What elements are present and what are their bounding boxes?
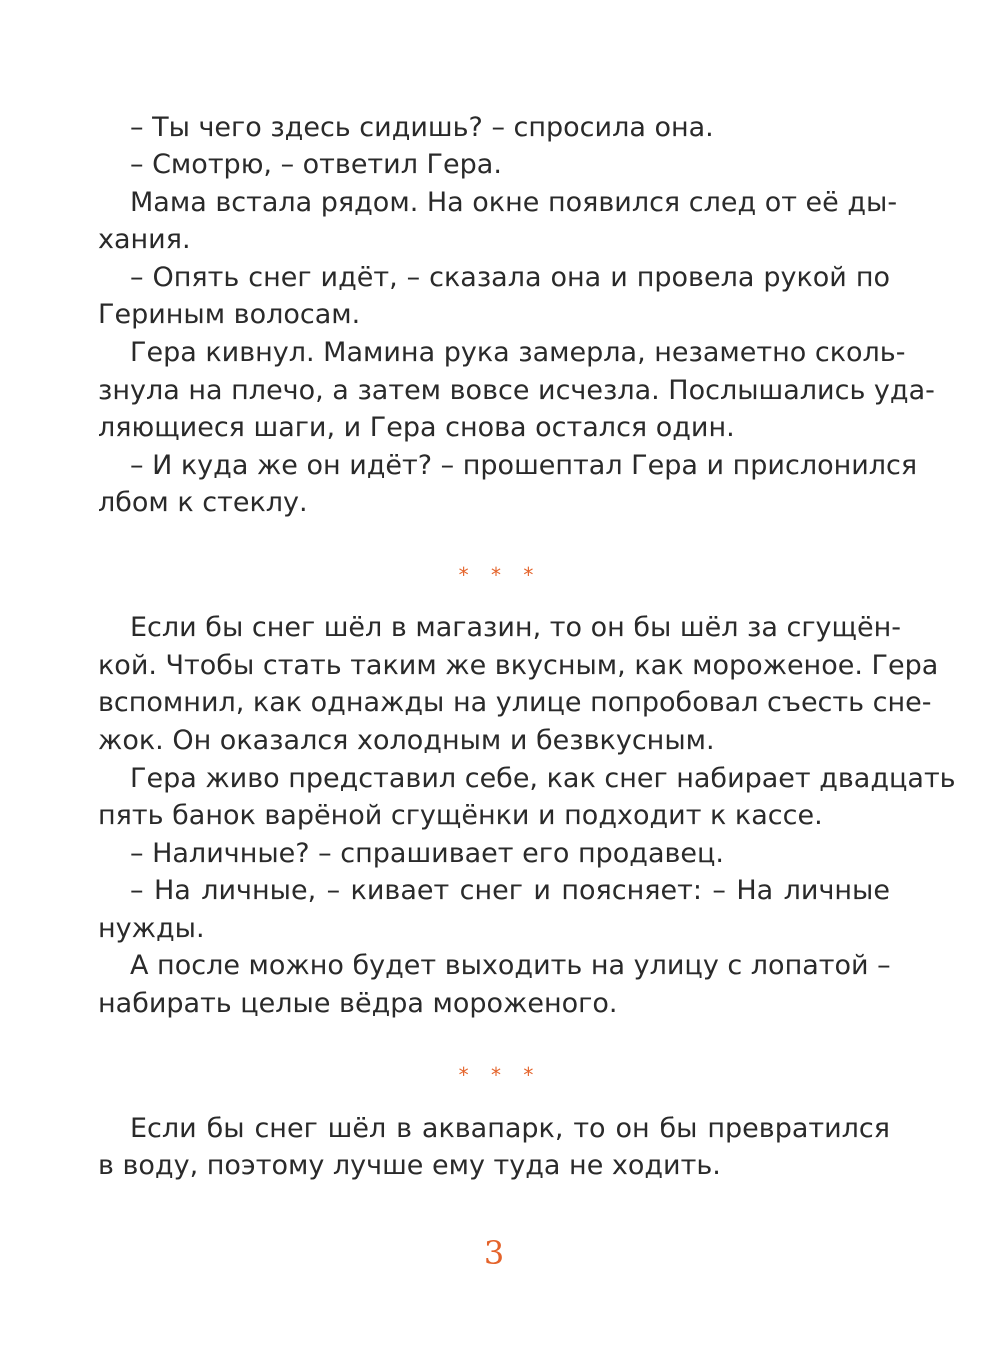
text-line: нужды. — [98, 913, 205, 944]
text-line: – На личные, – кивает снег и поясняет: – На личные — [130, 875, 890, 906]
text-line: – Наличные? – спрашивает его продавец. — [130, 838, 724, 869]
page-number: 3 — [483, 1234, 505, 1272]
text-line: – Опять снег идёт, – сказала она и провела рукой по — [130, 262, 890, 293]
text-line: хания. — [98, 224, 191, 255]
text-line: Гера кивнул. Мамина рука замерла, незаметно сколь- — [130, 337, 906, 368]
text-line: набирать целые вёдра мороженого. — [98, 988, 618, 1019]
text-line: Гера живо представил себе, как снег набирает двадцать — [130, 763, 956, 794]
text-line: вспомнил, как однажды на улице попробовал съесть сне- — [98, 687, 932, 718]
section-separator: * * * — [458, 563, 542, 587]
text-line: Мама встала рядом. На окне появился след от её ды- — [130, 187, 898, 218]
text-line: – Ты чего здесь сидишь? – спросила она. — [130, 112, 714, 143]
text-line: жок. Он оказался холодным и безвкусным. — [98, 725, 715, 756]
text-line: в воду, поэтому лучше ему туда не ходить. — [98, 1150, 721, 1181]
text-line: лбом к стеклу. — [98, 487, 308, 518]
text-line: кой. Чтобы стать таким же вкусным, как мороженое. Гера — [98, 650, 939, 681]
text-line: пять банок варёной сгущёнки и подходит к кассе. — [98, 800, 823, 831]
text-line: Гериным волосам. — [98, 299, 361, 330]
text-line: ляющиеся шаги, и Гера снова остался один. — [98, 412, 735, 443]
section-separator: * * * — [458, 1063, 542, 1087]
text-line: – Смотрю, – ответил Гера. — [130, 149, 502, 180]
text-line: Если бы снег шёл в аквапарк, то он бы превратился — [130, 1113, 890, 1144]
text-line: А после можно будет выходить на улицу с лопатой – — [130, 950, 891, 981]
text-line: Если бы снег шёл в магазин, то он бы шёл за сгущён- — [130, 612, 901, 643]
text-line: – И куда же он идёт? – прошептал Гера и прислонился — [130, 450, 918, 481]
text-line: знула на плечо, а затем вовсе исчезла. Послышались уда- — [98, 375, 935, 406]
